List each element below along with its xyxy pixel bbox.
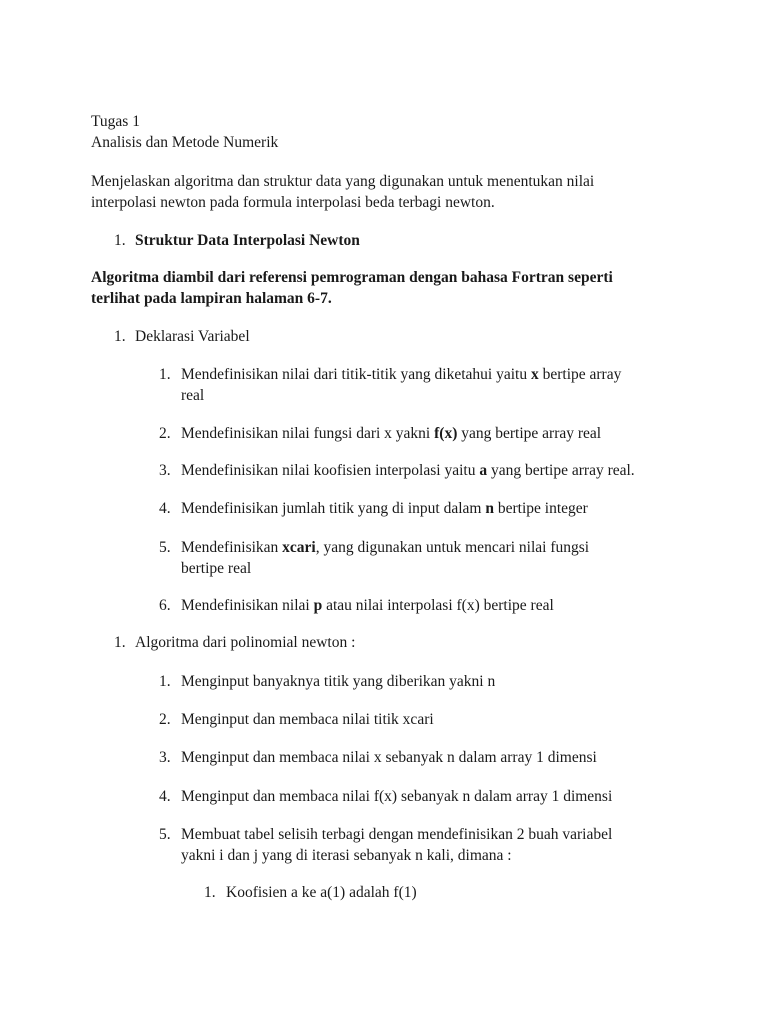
list-number: 5. — [159, 826, 171, 843]
list-number: 6. — [159, 597, 171, 614]
list-item-text: Membuat tabel selisih terbagi dengan mendefinisikan 2 buah variabel — [181, 826, 613, 843]
list-item — [159, 671, 495, 692]
sub-list-item — [204, 882, 417, 903]
list-item — [159, 786, 612, 807]
list-item-text: Koofisien a ke a(1) adalah f(1) — [226, 884, 417, 901]
document-subtitle: Analisis dan Metode Numerik — [91, 134, 279, 151]
list-number: 1. — [204, 884, 216, 901]
list-number: 2. — [159, 711, 171, 728]
section-heading-text: Deklarasi Variabel — [135, 328, 250, 345]
list-item-text: Menginput dan membaca nilai f(x) sebanyak n dalam array 1 dimensi — [181, 788, 613, 805]
list-item-continuation: bertipe real — [181, 560, 252, 577]
intro-line-2: interpolasi newton pada formula interpolasi beda terbagi newton. — [91, 194, 495, 211]
list-item-text: Mendefinisikan jumlah titik yang di input dalam n bertipe integer — [181, 500, 588, 517]
section-heading-text: Algoritma dari polinomial newton : — [135, 634, 356, 651]
list-item-text: Mendefinisikan nilai fungsi dari x yakni f(x) yang bertipe array real — [181, 425, 602, 442]
list-item — [159, 364, 621, 385]
list-item-text: Mendefinisikan nilai p atau nilai interpolasi f(x) bertipe real — [181, 597, 554, 614]
intro-line-1: Menjelaskan algoritma dan struktur data yang digunakan untuk menentukan nilai — [91, 173, 595, 190]
list-number: 1. — [114, 328, 126, 345]
list-item — [159, 747, 597, 768]
section-heading-struktur — [114, 230, 360, 251]
list-item-text: Menginput dan membaca nilai titik xcari — [181, 711, 434, 728]
algorithm-note-line-2: terlihat pada lampiran halaman 6-7. — [91, 290, 332, 307]
list-number: 1. — [159, 366, 171, 383]
list-item — [159, 537, 589, 558]
document-title: Tugas 1 — [91, 113, 140, 130]
list-number: 1. — [159, 673, 171, 690]
algorithm-note-line-1: Algoritma diambil dari referensi pemrograman dengan bahasa Fortran seperti — [91, 269, 613, 286]
list-item-continuation: real — [181, 387, 205, 404]
list-number: 3. — [159, 462, 171, 479]
list-item — [159, 824, 612, 845]
list-item — [159, 423, 601, 444]
list-number: 4. — [159, 500, 171, 517]
list-item-text: Mendefinisikan xcari, yang digunakan untuk mencari nilai fungsi — [181, 539, 590, 556]
list-item — [159, 709, 434, 730]
list-item-text: Menginput banyaknya titik yang diberikan yakni n — [181, 673, 496, 690]
list-number: 1. — [114, 634, 126, 651]
section-heading-deklarasi — [114, 326, 250, 347]
list-item — [159, 498, 588, 519]
list-item-text: Menginput dan membaca nilai x sebanyak n dalam array 1 dimensi — [181, 749, 597, 766]
list-number: 2. — [159, 425, 171, 442]
list-item — [159, 595, 554, 616]
section-heading-algoritma — [114, 632, 355, 653]
list-item-continuation: yakni i dan j yang di iterasi sebanyak n kali, dimana : — [181, 847, 512, 864]
list-item-text: Mendefinisikan nilai dari titik-titik yang diketahui yaitu x bertipe array — [181, 366, 622, 383]
section-heading-text: Struktur Data Interpolasi Newton — [135, 232, 360, 249]
list-item — [159, 460, 635, 481]
list-number: 3. — [159, 749, 171, 766]
list-item-text: Mendefinisikan nilai koofisien interpolasi yaitu a yang bertipe array real. — [181, 462, 635, 479]
list-number: 4. — [159, 788, 171, 805]
list-number: 1. — [114, 232, 126, 249]
list-number: 5. — [159, 539, 171, 556]
